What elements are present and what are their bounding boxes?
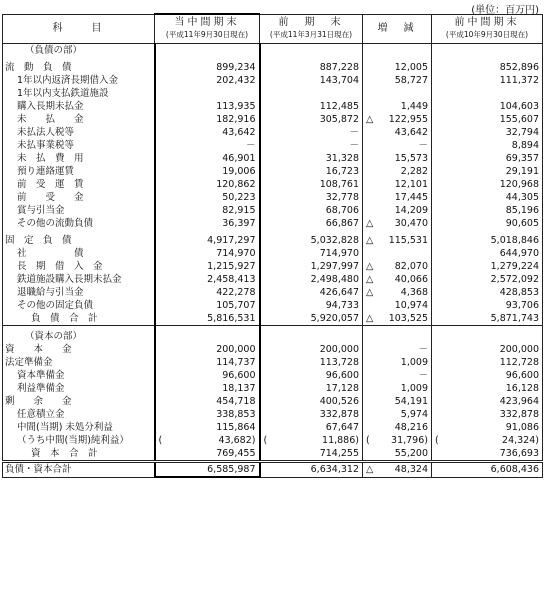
row-value: 96,600 (155, 369, 260, 382)
row-label: 法定準備金 (3, 356, 155, 369)
row-label: 前 受 金 (3, 191, 155, 204)
row-value: △ 82,070 (363, 260, 432, 273)
row-value: 54,191 (363, 395, 432, 408)
row-value: 4,917,297 (155, 234, 260, 247)
row-value: 82,915 (155, 204, 260, 217)
row-value: 32,794 (432, 126, 543, 139)
table-row (3, 273, 543, 286)
row-value: 2,572,092 (432, 273, 543, 286)
row-value (260, 44, 363, 58)
row-value: 96,600 (260, 369, 363, 382)
row-value: 899,234 (155, 61, 260, 74)
row-label: 負債・資本合計 (3, 462, 155, 478)
row-value: 1,215,927 (155, 260, 260, 273)
row-value: 428,853 (432, 286, 543, 299)
row-label: 任意積立金 (3, 408, 155, 421)
table-row (3, 408, 543, 421)
row-value (260, 87, 363, 100)
row-value: 19,006 (155, 165, 260, 178)
row-label: 1年以内支払鉄道施設 (3, 87, 155, 100)
row-value: 714,970 (155, 247, 260, 260)
table-row (3, 447, 543, 462)
decrease-mark: △ (366, 274, 374, 285)
table-row (3, 234, 543, 247)
row-value: 66,867 (260, 217, 363, 230)
row-value: 111,372 (432, 74, 543, 87)
row-value: 736,693 (432, 447, 543, 462)
row-value: 17,128 (260, 382, 363, 395)
row-value: 85,196 (432, 204, 543, 217)
row-value (155, 87, 260, 100)
row-value: 852,896 (432, 61, 543, 74)
row-value: 43,642 (155, 126, 260, 139)
row-value (363, 330, 432, 343)
table-row (3, 126, 543, 139)
row-value: 8,894 (432, 139, 543, 152)
header-row (3, 14, 543, 44)
row-value (363, 44, 432, 58)
row-value: 2,458,413 (155, 273, 260, 286)
row-value: 6,608,436 (432, 462, 543, 478)
row-value: 5,920,057 (260, 312, 363, 326)
row-value: 5,032,828 (260, 234, 363, 247)
table-row (3, 87, 543, 100)
row-value: 1,449 (363, 100, 432, 113)
row-value: 16,128 (432, 382, 543, 395)
row-value: 10,974 (363, 299, 432, 312)
row-label: （負債の部） (3, 44, 155, 58)
row-label: 資本準備金 (3, 369, 155, 382)
table-row (3, 356, 543, 369)
row-value: 18,137 (155, 382, 260, 395)
row-value: － (363, 343, 432, 356)
row-value: 143,704 (260, 74, 363, 87)
row-value: 155,607 (432, 113, 543, 126)
row-value (155, 44, 260, 58)
table-row (3, 44, 543, 58)
row-label: 資 本 合 計 (3, 447, 155, 462)
row-value: 423,964 (432, 395, 543, 408)
row-value: 2,498,480 (260, 273, 363, 286)
table-row (3, 191, 543, 204)
row-value: 1,009 (363, 382, 432, 395)
row-label: （資本の部） (3, 330, 155, 343)
row-value: 67,647 (260, 421, 363, 434)
row-value: △ 103,525 (363, 312, 432, 326)
decrease-mark: △ (366, 114, 374, 125)
table-row (3, 61, 543, 74)
row-value (363, 247, 432, 260)
row-value: 1,297,997 (260, 260, 363, 273)
row-label: 退職給与引当金 (3, 286, 155, 299)
decrease-mark: △ (366, 313, 374, 324)
row-label: 賞与引当金 (3, 204, 155, 217)
row-value: ( 24,324) (432, 434, 543, 447)
row-value: △ 122,955 (363, 113, 432, 126)
table-row (3, 260, 543, 273)
row-value: 14,209 (363, 204, 432, 217)
balance-sheet-table (2, 13, 543, 478)
row-value: 332,878 (260, 408, 363, 421)
table-row (3, 178, 543, 191)
row-label: 前 受 運 賃 (3, 178, 155, 191)
row-value: 112,485 (260, 100, 363, 113)
row-value: 32,778 (260, 191, 363, 204)
unit-label: (単位：百万円) (471, 5, 539, 16)
row-value: 12,101 (363, 178, 432, 191)
row-value: 15,573 (363, 152, 432, 165)
row-label: 未払法人税等 (3, 126, 155, 139)
row-value: 769,455 (155, 447, 260, 462)
row-value: 120,862 (155, 178, 260, 191)
row-value: － (363, 369, 432, 382)
row-value: 43,642 (363, 126, 432, 139)
table-row (3, 113, 543, 126)
table-row (3, 421, 543, 434)
row-label: 未 払 費 用 (3, 152, 155, 165)
row-value: 5,816,531 (155, 312, 260, 326)
table-row (3, 204, 543, 217)
header-change: 増 減 (363, 14, 432, 44)
row-label: 剰 余 金 (3, 395, 155, 408)
header-prior-interim: 前中間期末 (平成10年9月30日現在) (432, 14, 543, 44)
row-value: 338,853 (155, 408, 260, 421)
paren-close: ) (424, 435, 428, 446)
row-value: － (363, 139, 432, 152)
row-label: 預り連絡運賃 (3, 165, 155, 178)
row-value: － (155, 139, 260, 152)
row-value: 182,916 (155, 113, 260, 126)
table-row (3, 100, 543, 113)
row-value: △ 40,066 (363, 273, 432, 286)
table-row (3, 369, 543, 382)
row-label: 未 払 金 (3, 113, 155, 126)
table-row (3, 382, 543, 395)
row-value (155, 330, 260, 343)
table-row (3, 152, 543, 165)
row-value: ( 11,886) (260, 434, 363, 447)
row-label: 負 債 合 計 (3, 312, 155, 326)
row-value: 422,278 (155, 286, 260, 299)
row-value: 46,901 (155, 152, 260, 165)
header-item: 科 目 (3, 14, 155, 44)
row-value: △ 30,470 (363, 217, 432, 230)
row-label: 利益準備金 (3, 382, 155, 395)
row-value: △ 48,324 (363, 462, 432, 478)
row-value: ( 31,796) (363, 434, 432, 447)
row-value: 887,228 (260, 61, 363, 74)
row-value: 1,009 (363, 356, 432, 369)
table-row (3, 330, 543, 343)
paren-close: ) (535, 435, 539, 446)
row-value (432, 330, 543, 343)
row-value: 44,305 (432, 191, 543, 204)
row-value: 6,634,312 (260, 462, 363, 478)
table-row (3, 165, 543, 178)
row-value: 96,600 (432, 369, 543, 382)
row-value: 6,585,987 (155, 462, 260, 478)
row-value: － (260, 126, 363, 139)
decrease-mark: △ (366, 287, 374, 298)
row-label: 1年以内返済長期借入金 (3, 74, 155, 87)
row-value: 115,864 (155, 421, 260, 434)
row-value: 5,018,846 (432, 234, 543, 247)
row-value: ( 43,682) (155, 434, 260, 447)
paren-close: ) (251, 435, 256, 446)
table-row (3, 395, 543, 408)
decrease-mark: △ (366, 235, 374, 246)
row-value: 50,223 (155, 191, 260, 204)
row-value: 714,255 (260, 447, 363, 462)
row-value: 31,328 (260, 152, 363, 165)
row-value: 644,970 (432, 247, 543, 260)
table-row (3, 74, 543, 87)
row-value: △ 4,368 (363, 286, 432, 299)
row-label: （うち中間(当期)純利益） (3, 434, 155, 447)
row-value (432, 44, 543, 58)
row-value: 16,723 (260, 165, 363, 178)
row-label: 流 動 負 債 (3, 61, 155, 74)
row-value: 113,935 (155, 100, 260, 113)
row-value: 113,728 (260, 356, 363, 369)
row-value: 17,445 (363, 191, 432, 204)
row-value: 5,871,743 (432, 312, 543, 326)
row-value: 90,605 (432, 217, 543, 230)
row-value: 69,357 (432, 152, 543, 165)
row-label: その他の固定負債 (3, 299, 155, 312)
row-label: 固 定 負 債 (3, 234, 155, 247)
row-value: 332,878 (432, 408, 543, 421)
paren-open: ( (435, 435, 439, 446)
row-value: △ 115,531 (363, 234, 432, 247)
row-value: 55,200 (363, 447, 432, 462)
header-prior-year-end: 前 期 末 (平成11年3月31日現在) (260, 14, 363, 44)
row-value: 120,968 (432, 178, 543, 191)
table-row (3, 217, 543, 230)
row-value: 200,000 (155, 343, 260, 356)
row-label: 購入長期未払金 (3, 100, 155, 113)
row-value: 454,718 (155, 395, 260, 408)
row-value: － (260, 139, 363, 152)
row-value: 93,706 (432, 299, 543, 312)
row-label: 資 本 金 (3, 343, 155, 356)
row-value: 36,397 (155, 217, 260, 230)
table-row (3, 343, 543, 356)
row-label: 中間(当期) 未処分利益 (3, 421, 155, 434)
row-value: 48,216 (363, 421, 432, 434)
row-label: 鉄道施設購入長期未払金 (3, 273, 155, 286)
row-value: 91,086 (432, 421, 543, 434)
row-value: 1,279,224 (432, 260, 543, 273)
paren-close: ) (355, 435, 359, 446)
decrease-mark: △ (366, 261, 374, 272)
row-value: 112,728 (432, 356, 543, 369)
row-label: 長 期 借 入 金 (3, 260, 155, 273)
row-value (260, 330, 363, 343)
row-label: 社 債 (3, 247, 155, 260)
table-row (3, 247, 543, 260)
table-row (3, 434, 543, 447)
row-value: 400,526 (260, 395, 363, 408)
header-current-interim: 当中間期末 (平成11年9月30日現在) (155, 14, 260, 44)
paren-open: ( (263, 435, 268, 446)
row-value (363, 87, 432, 100)
row-value: 68,706 (260, 204, 363, 217)
row-value: 104,603 (432, 100, 543, 113)
table-row (3, 286, 543, 299)
row-value: 714,970 (260, 247, 363, 260)
row-value: 200,000 (260, 343, 363, 356)
row-value: 58,727 (363, 74, 432, 87)
row-label: 未払事業税等 (3, 139, 155, 152)
row-value: 108,761 (260, 178, 363, 191)
row-value: 5,974 (363, 408, 432, 421)
table-row (3, 299, 543, 312)
row-value: 12,005 (363, 61, 432, 74)
paren-open: ( (158, 435, 163, 446)
row-value: 426,647 (260, 286, 363, 299)
row-value: 105,707 (155, 299, 260, 312)
row-value: 305,872 (260, 113, 363, 126)
table-row (3, 139, 543, 152)
row-value: 29,191 (432, 165, 543, 178)
decrease-mark: △ (366, 464, 374, 476)
decrease-mark: △ (366, 218, 374, 229)
row-value (432, 87, 543, 100)
row-label: その他の流動負債 (3, 217, 155, 230)
row-value: 2,282 (363, 165, 432, 178)
table-row (3, 312, 543, 326)
row-value: 114,737 (155, 356, 260, 369)
paren-open: ( (366, 435, 370, 446)
table-row (3, 462, 543, 478)
row-value: 200,000 (432, 343, 543, 356)
row-value: 202,432 (155, 74, 260, 87)
row-value: 94,733 (260, 299, 363, 312)
